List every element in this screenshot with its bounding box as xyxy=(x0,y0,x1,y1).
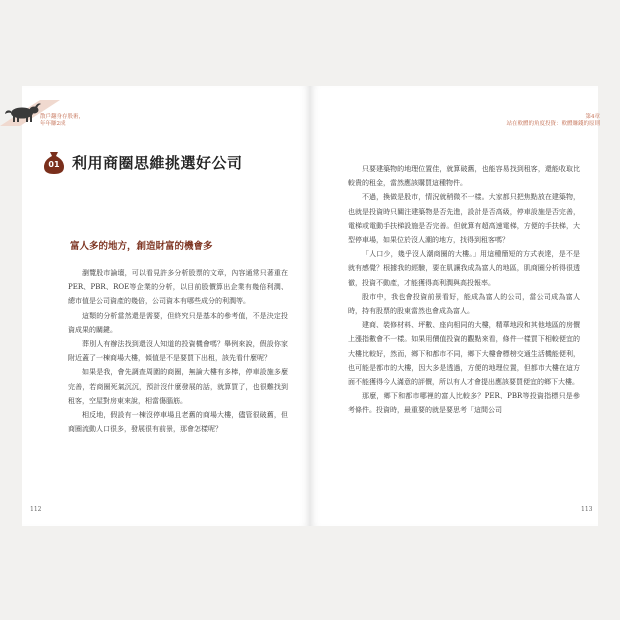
page-number-left: 112 xyxy=(30,506,42,513)
paragraph: 不過，換做是股市，情況就稍微不一樣。大家都只把焦點放在建築物，也就是投資時只關注建築物是否先進，設計是否高級，停車設施是否完善，電梯或電動手扶梯設施是否完善。但就算有超高速電梯，方便的手扶梯，大型停車場，如果位於沒人潮的地方，找得到租客嗎？ xyxy=(348,193,580,245)
paragraph: 這類的分析當然還是需要，但終究只是基本的參考值，不是決定投資成果的關鍵。 xyxy=(68,311,288,334)
paragraph: 建商、裝修材料、坪數、座向相同的大樓，精華地段和其他地區的房價上漲指數會不一樣。如果用價值投資的觀點來看，條件一樣買下相較便宜的大樓比較好，然而，鄉下和都市不同，鄉下大樓會標榜交通生活機能便利，也可能是都市的大樓，因大多是透過，方便的地理位置，但都市大樓在這方面不能獲得今人滿意的評價，所以有人才會提出應該要買便宜的鄉下大樓。 xyxy=(348,321,580,387)
chapter-heading xyxy=(42,148,302,176)
right-running-title: 第4章 站在軟體的角度投資：軟體賺錢的原則 xyxy=(506,114,600,127)
chapter-number: 01 xyxy=(48,160,60,169)
paragraph: 瀏覽股市論壇，可以看見許多分析股票的文章，內容通常只著重在PER、PBR、ROE等企業的分析，以目前股價算出企業有幾倍利潤、總市值是公司資產的幾倍，公司資本有哪些成分的利潤等。 xyxy=(68,269,288,306)
paragraph: 股市中，我也會投資前景看好，能成為富人的公司，當公司成為富人時，持有股票的股東當然也會成為富人。 xyxy=(348,292,580,316)
paragraph: 相反地，假設有一棟沒停車場且老舊的商場大樓，儘管很破舊，但商圈流動人口很多，發展很有前景，那會怎樣呢？ xyxy=(68,411,288,434)
page-number-right: 113 xyxy=(581,506,593,513)
paragraph: 只要建築物的地理位置佳，就算破舊，也能容易找到租客，還能收取比較貴的租金，當然應該購買這種物件。 xyxy=(348,165,580,188)
section-heading: 富人多的地方，創造財富的機會多 xyxy=(70,241,213,252)
paragraph: 那麼，鄉下和都市哪裡的富人比較多？PER、PBR等投資指標只是參考條件。投資時，最重要的就是要思考「這間公司 xyxy=(348,392,580,415)
left-running-title: 散戶翻身存股術， 年年賺2成 xyxy=(40,114,85,127)
left-body-text xyxy=(68,266,288,436)
chapter-title: 利用商圈思維挑選好公司 xyxy=(72,153,243,172)
paragraph: 葬別人有辦法找到還沒人知道的投資機會嗎？舉例來說，假設你家附近蓋了一棟商場大樓，傾值是不是要買下出租，該先看什麼呢？ xyxy=(68,340,288,363)
paragraph: 如果是我，會先調查周圍的商圈，無論大樓有多棒，停車設施多麼完善，若商圈死氣沉沉，預計沒什麼發展的話，就算買了，也很難找到租客，空屋對房東來說，相當傷腦筋。 xyxy=(68,368,288,405)
paragraph: 「人口少，幾乎沒人潮商圈的大樓。」用這種簡短的方式表達，是不是就有感覺？根據我的經驗，要在肌讓我成為富人的地區，肌商圈分析得很透徹，投資不動產，才能獲得高利潤與高投報率。 xyxy=(348,250,580,287)
money-bag-icon xyxy=(42,149,66,175)
right-body-text xyxy=(348,162,580,418)
